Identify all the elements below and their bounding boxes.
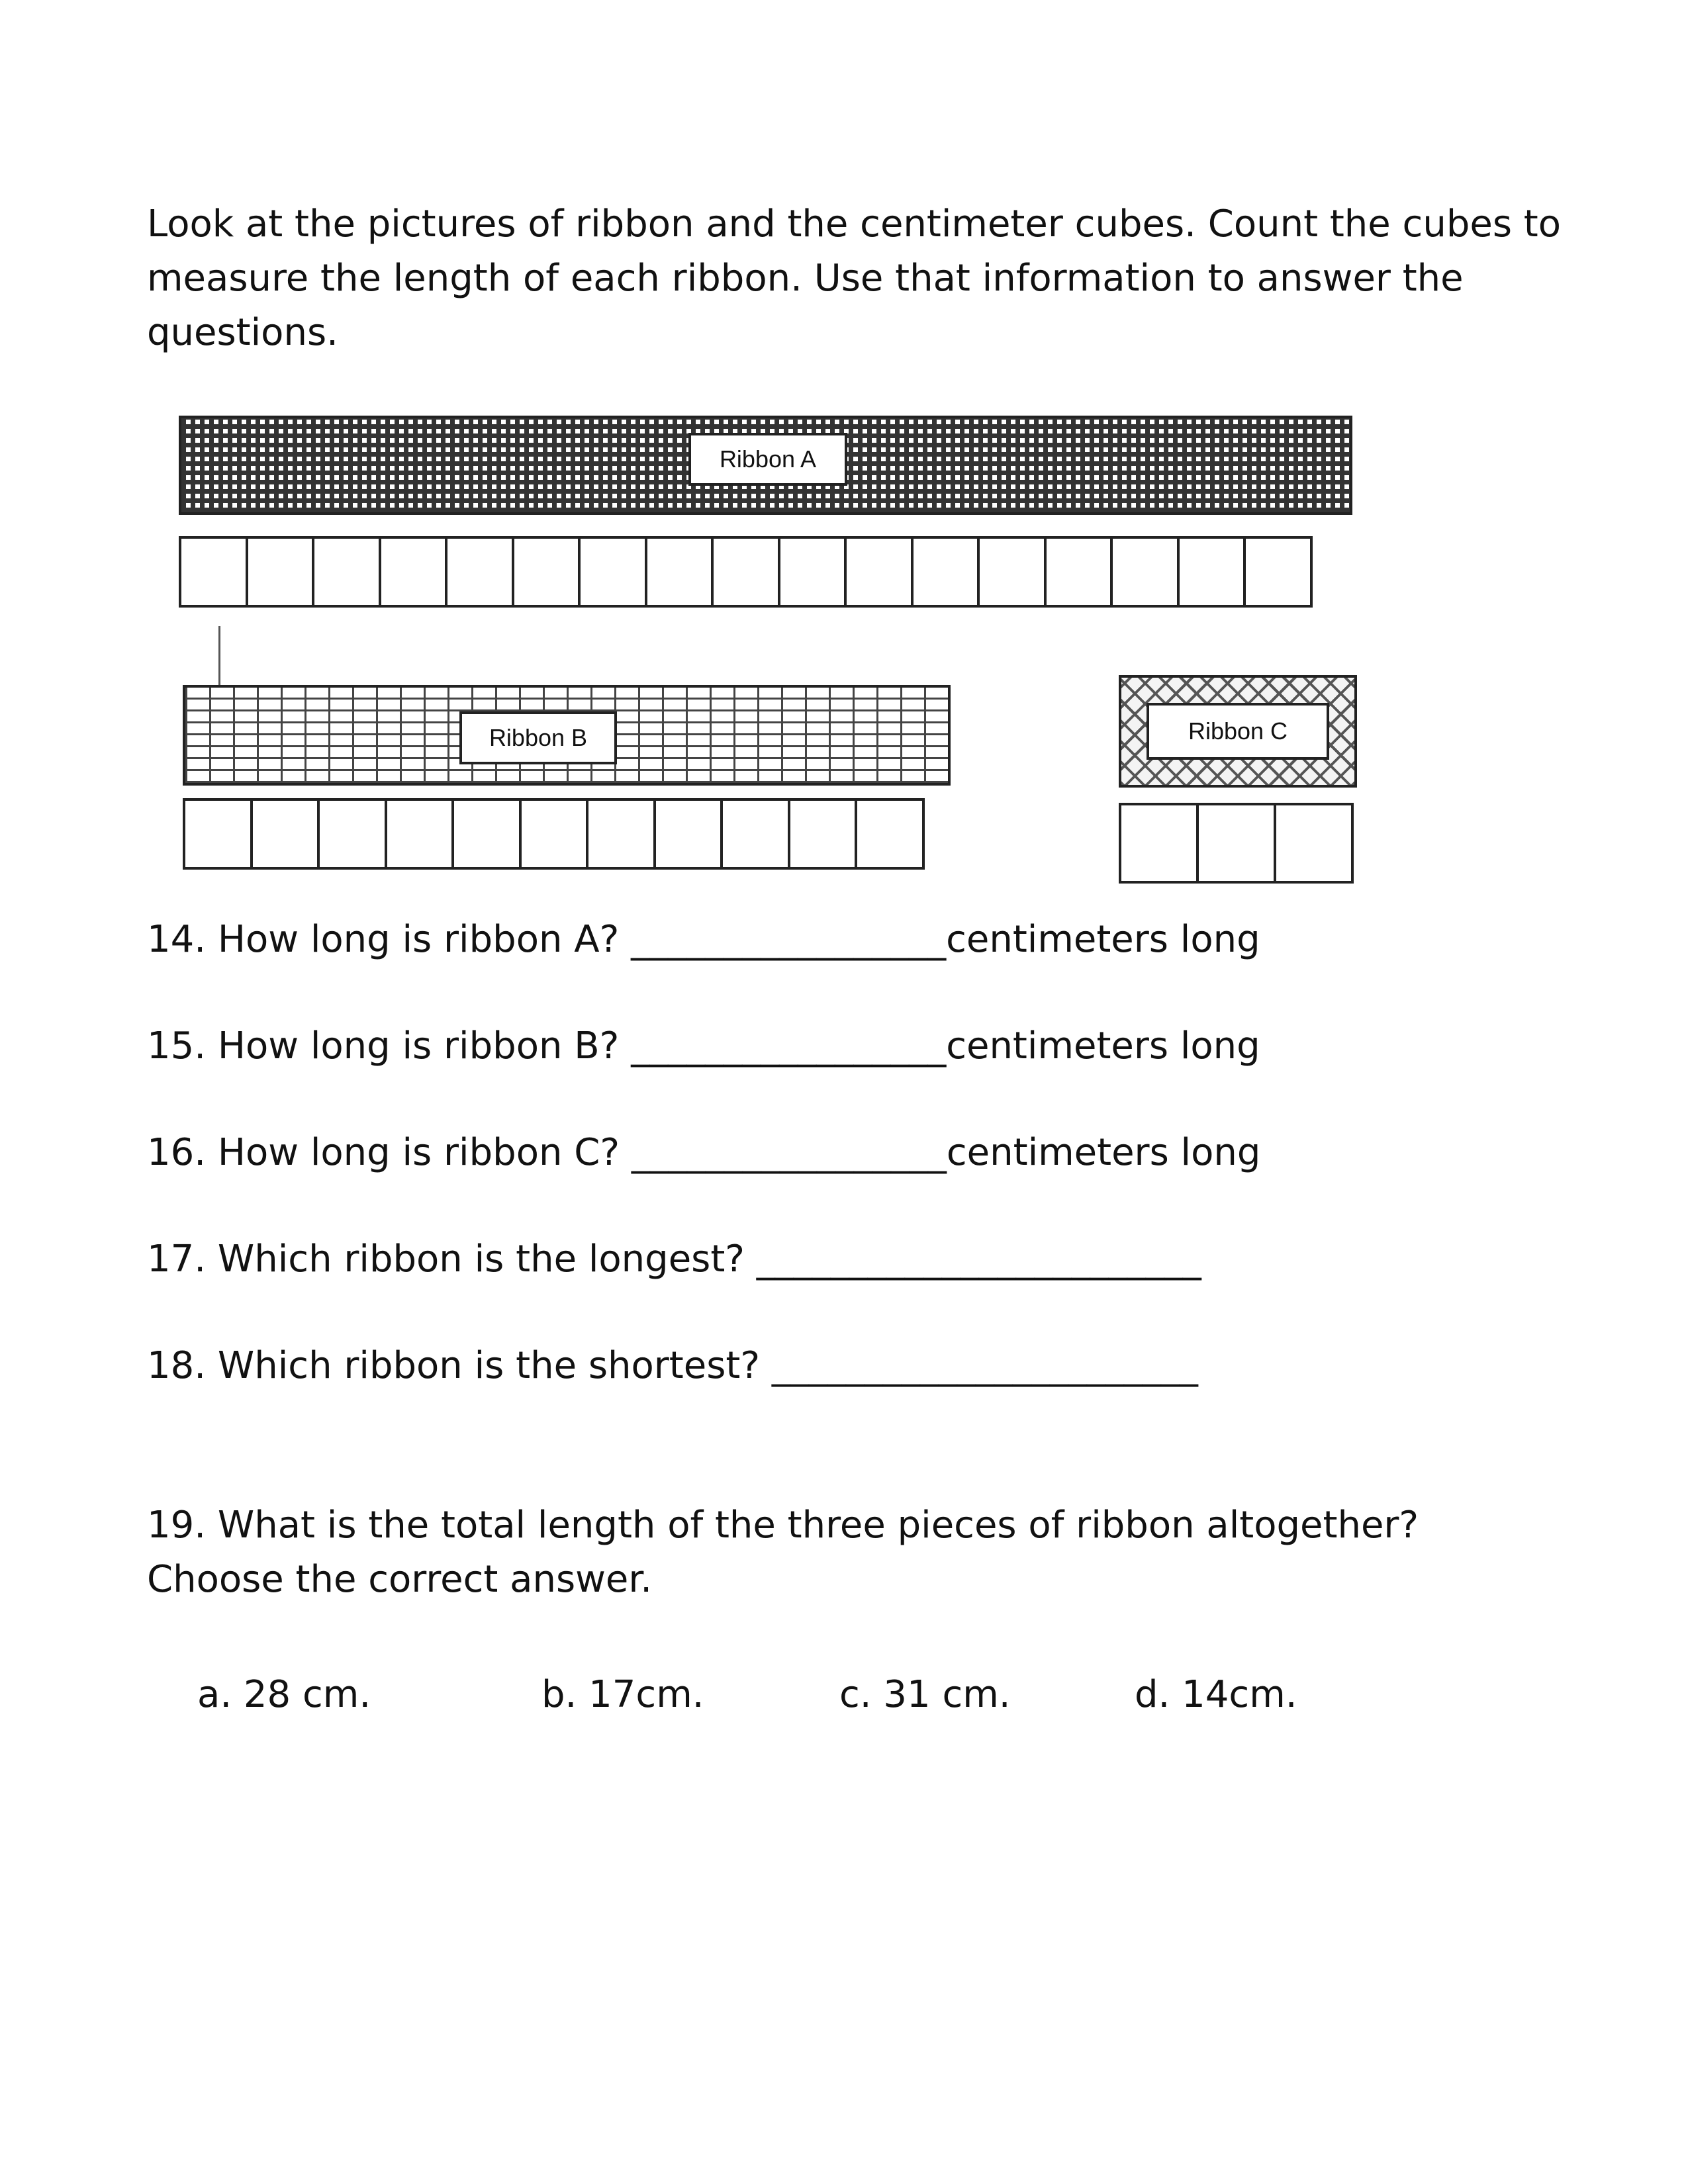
centimeter-cube <box>1110 536 1180 608</box>
centimeter-cube <box>1044 536 1113 608</box>
answer-choices <box>0 1668 1688 1722</box>
centimeter-cube <box>183 798 253 870</box>
question-17: 17. Which ribbon is the longest? ________________________ <box>147 1238 1201 1281</box>
question-15: 15. How long is ribbon B? _________________centimeters long <box>147 1024 1260 1068</box>
ribbon-b-cubes <box>183 798 922 870</box>
centimeter-cube <box>911 536 980 608</box>
centimeter-cube <box>578 536 647 608</box>
question-19: 19. What is the total length of the three pieces of ribbon altogether? <box>147 1504 1419 1547</box>
instructions-text: Look at the pictures of ribbon and the centimeter cubes. Count the cubes to measure the length of each ribbon. Use that information to answer the questions. <box>147 203 1562 354</box>
ribbon-a-bar <box>179 416 1352 515</box>
centimeter-cube <box>317 798 387 870</box>
centimeter-cube <box>653 798 724 870</box>
centimeter-cube <box>645 536 714 608</box>
centimeter-cube <box>1119 803 1199 884</box>
centimeter-cube <box>385 798 455 870</box>
question-19-instruction: Choose the correct answer. <box>147 1558 653 1601</box>
centimeter-cube <box>1243 536 1313 608</box>
ribbon-c-label: Ribbon C <box>1147 703 1329 760</box>
centimeter-cube <box>586 798 656 870</box>
centimeter-cube <box>1177 536 1246 608</box>
centimeter-cube <box>179 536 248 608</box>
centimeter-cube <box>379 536 448 608</box>
centimeter-cube <box>711 536 780 608</box>
ribbon-b-label: Ribbon B <box>459 711 617 764</box>
centimeter-cube <box>246 536 315 608</box>
centimeter-cube <box>250 798 320 870</box>
question-16: 16. How long is ribbon C? _________________centimeters long <box>147 1131 1261 1174</box>
ribbon-c-cubes <box>1119 803 1351 884</box>
choice-c[interactable]: c. 31 cm. <box>839 1673 1011 1716</box>
centimeter-cube <box>720 798 790 870</box>
choice-d[interactable]: d. 14cm. <box>1135 1673 1297 1716</box>
centimeter-cube <box>855 798 925 870</box>
ribbon-b-bar <box>183 685 951 786</box>
ribbon-a-label: Ribbon A <box>688 433 847 486</box>
centimeter-cube <box>844 536 914 608</box>
choice-a[interactable]: a. 28 cm. <box>197 1673 371 1716</box>
centimeter-cube <box>1274 803 1354 884</box>
centimeter-cube <box>451 798 522 870</box>
centimeter-cube <box>1196 803 1276 884</box>
question-18: 18. Which ribbon is the shortest? _______________________ <box>147 1344 1198 1387</box>
measure-tick <box>218 626 220 689</box>
ribbon-a-cubes <box>179 536 1310 608</box>
question-14: 14. How long is ribbon A? _________________centimeters long <box>147 918 1260 961</box>
centimeter-cube <box>312 536 381 608</box>
centimeter-cube <box>788 798 858 870</box>
centimeter-cube <box>519 798 589 870</box>
centimeter-cube <box>778 536 847 608</box>
centimeter-cube <box>977 536 1047 608</box>
centimeter-cube <box>512 536 581 608</box>
ribbon-c-bar <box>1119 675 1357 788</box>
centimeter-cube <box>445 536 514 608</box>
choice-b[interactable]: b. 17cm. <box>541 1673 704 1716</box>
